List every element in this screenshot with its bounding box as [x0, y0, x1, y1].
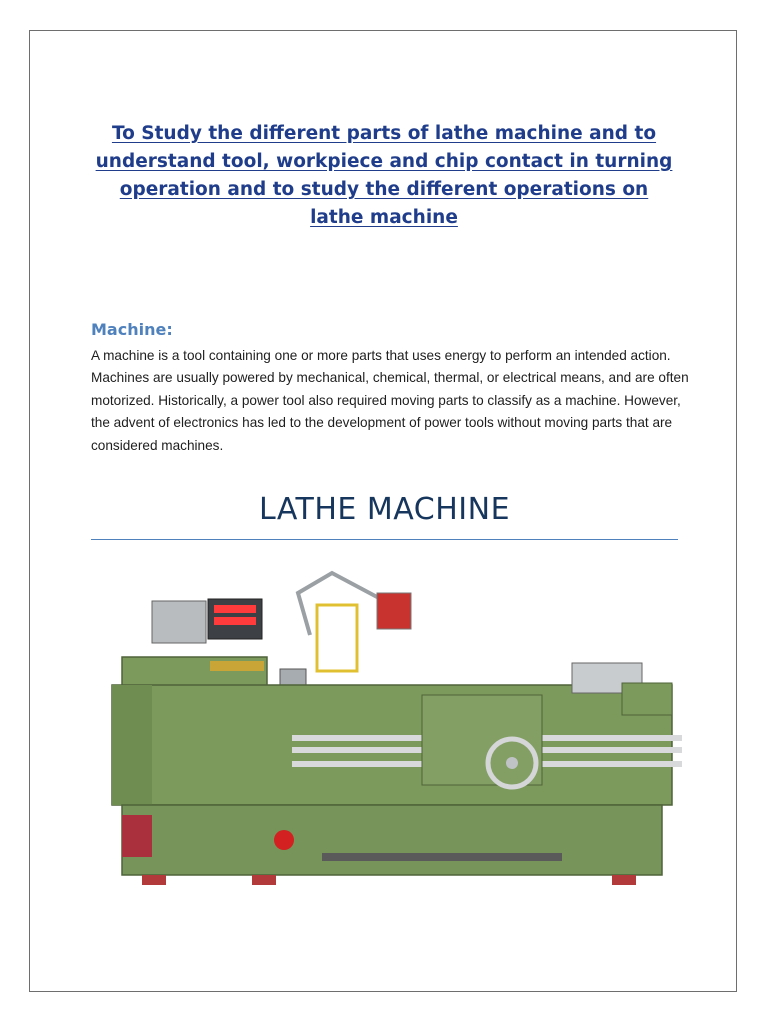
lathe-machine-image — [92, 565, 692, 895]
heading-underline-rule — [91, 539, 678, 540]
section-heading-machine: Machine: — [91, 320, 173, 339]
document-title: To Study the different parts of lathe machine and to understand tool, workpiece and chip contact in turning operation and to study the different operations on lathe machine — [95, 123, 673, 228]
section-body-machine: A machine is a tool containing one or more parts that uses energy to perform an intended action. Machines are usually powered by mechanical, chemical, thermal, or electrical means, and are often motorized. Historically, a power tool also required moving parts to classify as a machine. However, the advent of electronics has led to the development of power tools without moving parts that are considered machines. — [91, 348, 689, 453]
lathe-machine-heading: LATHE MACHINE — [258, 492, 511, 527]
